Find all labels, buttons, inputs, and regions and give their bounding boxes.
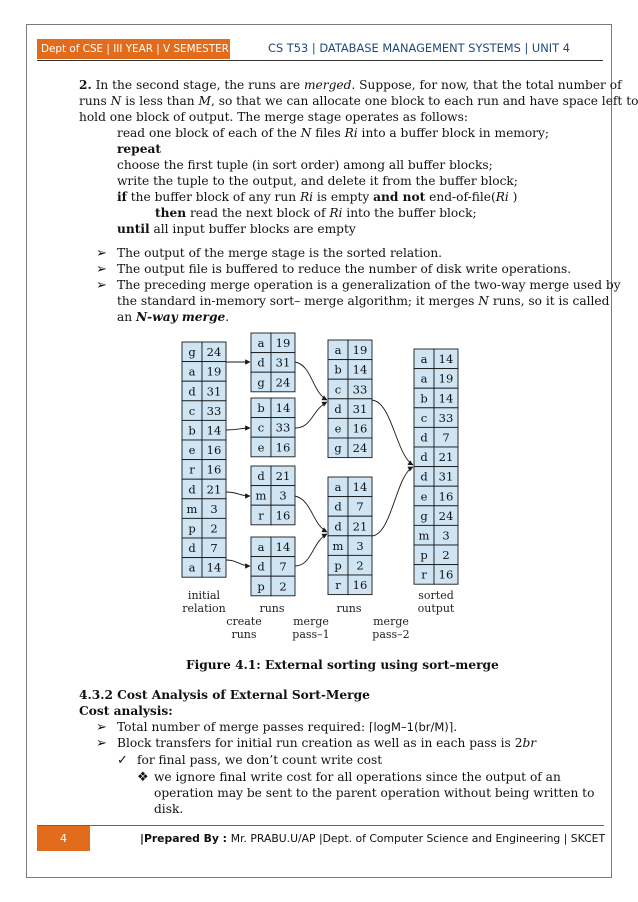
value-label: 19 — [206, 364, 222, 379]
bullet-2: The output file is buffered to reduce the number of disk write operations. — [117, 262, 572, 276]
arrow-pass1-run1 — [295, 362, 327, 400]
value-label: 33 — [438, 410, 454, 425]
value-label: 2 — [442, 548, 450, 563]
key-label: b — [257, 401, 265, 416]
value-label: 21 — [275, 469, 291, 484]
value-label: 24 — [438, 508, 454, 523]
algo-line-1: read one block of each of the N files Ri into a buffer block in memory; — [117, 126, 550, 140]
key-label: e — [188, 443, 196, 458]
bullet-3-line-2: the standard in-memory sort– merge algorithm; it merges N runs, so it is called — [117, 294, 610, 308]
key-label: r — [421, 567, 427, 582]
label-relation: relation — [182, 602, 226, 615]
key-label: p — [420, 548, 428, 563]
key-label: e — [334, 421, 342, 436]
key-label: a — [420, 352, 428, 367]
diamond-item-line-1: we ignore final write cost for all operations since the output of an — [154, 770, 561, 784]
arrow-create-run-2 — [226, 428, 250, 430]
check-item-1: for final pass, we don’t count write cost — [137, 753, 383, 767]
diamond-bullet-icon: ❖ — [137, 770, 149, 785]
value-label: 14 — [275, 540, 291, 555]
value-label: 19 — [275, 336, 291, 351]
algo-line-4: write the tuple to the output, and delete it from the buffer block; — [117, 174, 518, 188]
run-table-3 — [251, 466, 295, 525]
intro-line-3: hold one block of output. The merge stage operates as follows: — [79, 110, 468, 124]
value-label: 31 — [206, 384, 222, 399]
key-label: a — [334, 343, 342, 358]
key-label: a — [420, 371, 428, 386]
label-merge-2: merge — [373, 615, 409, 628]
arrow-bullet-icon: ➢ — [96, 278, 107, 293]
key-label: c — [257, 420, 265, 435]
value-label: 3 — [279, 488, 287, 503]
value-label: 2 — [356, 558, 364, 573]
key-label: p — [334, 558, 342, 573]
value-label: 14 — [438, 352, 454, 367]
value-label: 24 — [352, 441, 368, 456]
key-label: d — [188, 541, 196, 556]
value-label: 14 — [275, 401, 291, 416]
value-label: 3 — [210, 501, 218, 516]
label-merge-1: merge — [293, 615, 329, 628]
value-label: 16 — [206, 462, 222, 477]
label-pass-1: pass–1 — [292, 628, 330, 641]
value-label: 24 — [206, 345, 222, 360]
section-subheading: Cost analysis: — [79, 704, 173, 718]
figure-caption: Figure 4.1: External sorting using sort–merge — [186, 658, 499, 672]
value-label: 7 — [442, 430, 450, 445]
bullet-3-line-3: an N-way merge. — [117, 310, 230, 324]
key-label: r — [189, 462, 195, 477]
key-label: d — [334, 401, 342, 416]
key-label: a — [257, 540, 265, 555]
value-label: 21 — [438, 450, 454, 465]
label-runs-a: runs — [259, 602, 285, 615]
value-label: 14 — [438, 391, 454, 406]
value-label: 16 — [438, 567, 454, 582]
value-label: 2 — [279, 579, 287, 594]
initial-relation-table — [182, 342, 226, 577]
key-label: r — [258, 508, 264, 523]
label-pass-2: pass–2 — [372, 628, 410, 641]
key-label: c — [420, 410, 428, 425]
page-number: 4 — [37, 826, 90, 851]
label-create: create — [226, 615, 262, 628]
key-label: d — [420, 450, 428, 465]
value-label: 14 — [352, 480, 368, 495]
value-label: 16 — [438, 489, 454, 504]
key-label: e — [257, 440, 265, 455]
key-label: d — [420, 430, 428, 445]
key-label: d — [188, 482, 196, 497]
key-label: c — [334, 382, 342, 397]
value-label: 14 — [206, 423, 222, 438]
key-label: b — [188, 423, 196, 438]
key-label: d — [420, 469, 428, 484]
key-label: g — [188, 345, 196, 360]
algo-line-6: then read the next block of Ri into the buffer block; — [155, 206, 477, 220]
key-label: r — [335, 578, 341, 593]
value-label: 14 — [206, 560, 222, 575]
checkmark-icon: ✓ — [117, 753, 128, 768]
key-label: p — [188, 521, 196, 536]
header-dept-badge: Dept of CSE | III YEAR | V SEMESTER — [37, 39, 230, 59]
arrow-pass1-run2 — [295, 402, 327, 428]
label-create-runs: runs — [231, 628, 257, 641]
key-label: g — [257, 375, 265, 390]
algo-line-5: if the buffer block of any run Ri is empty and not end-of-file(Ri ) — [117, 190, 518, 204]
arrow-bullet-icon: ➢ — [96, 262, 107, 277]
intro-line-1: 2. In the second stage, the runs are merged. Suppose, for now, that the total number of — [79, 78, 622, 92]
arrow-pass2-run1 — [372, 400, 413, 465]
value-label: 16 — [352, 421, 368, 436]
value-label: 31 — [438, 469, 454, 484]
value-label: 33 — [352, 382, 368, 397]
key-label: m — [186, 501, 198, 516]
pass1-run-table-2 — [328, 477, 372, 595]
arrow-bullet-icon: ➢ — [96, 246, 107, 261]
key-label: p — [257, 579, 265, 594]
value-label: 3 — [442, 528, 450, 543]
arrow-bullet-icon: ➢ — [96, 736, 107, 751]
key-label: m — [332, 538, 344, 553]
cost-bullet-2: Block transfers for initial run creation as well as in each pass is 2br — [117, 736, 537, 750]
key-label: d — [188, 384, 196, 399]
cost-bullet-1: Total number of merge passes required: ⌈logM–1(br/M)⌉. — [117, 720, 458, 734]
value-label: 16 — [206, 443, 222, 458]
algo-line-3: choose the first tuple (in sort order) among all buffer blocks; — [117, 158, 493, 172]
key-label: g — [420, 508, 428, 523]
run-table-1 — [251, 333, 295, 392]
key-label: c — [188, 403, 196, 418]
key-label: b — [420, 391, 428, 406]
header-course-title: CS T53 | DATABASE MANAGEMENT SYSTEMS | UNIT 4 — [268, 41, 570, 55]
arrow-create-run-3 — [226, 492, 250, 496]
key-label: d — [334, 519, 342, 534]
value-label: 21 — [206, 482, 222, 497]
key-label: b — [334, 362, 342, 377]
key-label: d — [257, 469, 265, 484]
diamond-item-line-3: disk. — [154, 802, 184, 816]
value-label: 21 — [352, 519, 368, 534]
value-label: 33 — [275, 420, 291, 435]
merge-passes-formula: ⌈logM–1(br/M)⌉ — [368, 720, 454, 734]
value-label: 3 — [356, 538, 364, 553]
value-label: 7 — [356, 499, 364, 514]
value-label: 7 — [210, 541, 218, 556]
value-label: 19 — [352, 343, 368, 358]
arrow-create-run-4 — [226, 560, 250, 566]
value-label: 31 — [275, 355, 291, 370]
label-initial: initial — [187, 589, 221, 602]
arrow-pass1-run3 — [295, 496, 327, 532]
key-label: d — [334, 499, 342, 514]
key-label: e — [420, 489, 428, 504]
label-output: output — [417, 602, 455, 615]
key-label: a — [334, 480, 342, 495]
value-label: 19 — [438, 371, 454, 386]
key-label: m — [418, 528, 430, 543]
label-sorted: sorted — [418, 589, 454, 602]
bullet-1: The output of the merge stage is the sorted relation. — [117, 246, 443, 260]
run-table-2 — [251, 398, 295, 457]
pass1-run-table-1 — [328, 340, 372, 458]
arrow-pass2-run2 — [372, 467, 413, 536]
diamond-item-line-2: operation may be sent to the parent operation without being written to — [154, 786, 595, 800]
arrow-bullet-icon: ➢ — [96, 720, 107, 735]
key-label: a — [188, 364, 196, 379]
key-label: m — [255, 488, 267, 503]
value-label: 24 — [275, 375, 291, 390]
value-label: 31 — [352, 401, 368, 416]
value-label: 14 — [352, 362, 368, 377]
key-label: a — [257, 336, 265, 351]
value-label: 16 — [352, 578, 368, 593]
value-label: 16 — [275, 440, 291, 455]
key-label: d — [257, 559, 265, 574]
algo-line-7: until all input buffer blocks are empty — [117, 222, 356, 236]
footer-text: |Prepared By : Mr. PRABU.U/AP |Dept. of Computer Science and Engineering | SKCET — [140, 832, 606, 845]
value-label: 7 — [279, 559, 287, 574]
key-label: g — [334, 441, 342, 456]
bullet-3-line-1: The preceding merge operation is a generalization of the two-way merge used by — [117, 278, 621, 292]
run-table-4 — [251, 537, 295, 596]
algo-line-2: repeat — [117, 142, 161, 156]
key-label: a — [188, 560, 196, 575]
footer-rule — [37, 825, 604, 826]
arrow-pass1-run4 — [295, 534, 327, 566]
value-label: 16 — [275, 508, 291, 523]
label-runs-b: runs — [336, 602, 362, 615]
value-label: 33 — [206, 403, 222, 418]
intro-line-2: runs N is less than M, so that we can allocate one block to each run and have space left to — [79, 94, 638, 108]
sorted-output-table — [414, 349, 458, 584]
value-label: 2 — [210, 521, 218, 536]
key-label: d — [257, 355, 265, 370]
section-heading: 4.3.2 Cost Analysis of External Sort-Merge — [79, 688, 370, 702]
